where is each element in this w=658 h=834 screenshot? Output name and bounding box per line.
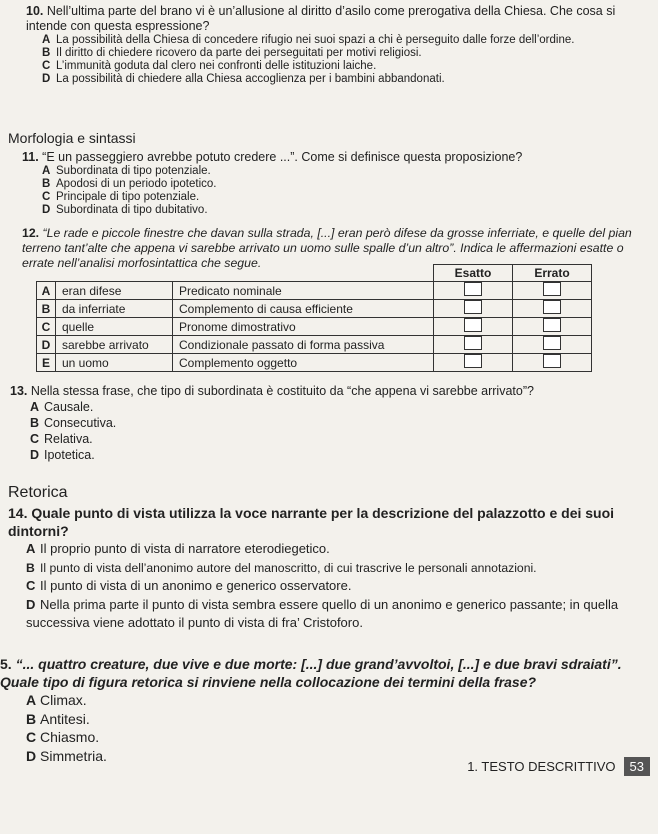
q14-option-b-text: Il punto di vista dell’anonimo autore del manoscritto, di cui trascrive le personali annotazioni. <box>40 560 537 575</box>
question-11 <box>0 150 658 217</box>
q11-option-a[interactable] <box>42 165 658 178</box>
q10-option-b-letter: B <box>42 47 51 59</box>
row-letter: E <box>37 354 56 372</box>
question-14-title <box>8 504 648 540</box>
esatto-checkbox-a[interactable] <box>434 282 513 300</box>
q13-option-d[interactable] <box>30 447 658 463</box>
errato-checkbox-b[interactable] <box>513 300 592 318</box>
q10-option-d-letter: D <box>42 73 51 85</box>
esatto-checkbox-c[interactable] <box>434 318 513 336</box>
q10-option-c-letter: C <box>42 60 51 72</box>
q15-option-a[interactable] <box>26 691 658 710</box>
analysis-table <box>36 264 592 372</box>
q11-option-d-letter: D <box>42 204 51 216</box>
q10-option-a[interactable] <box>42 34 658 47</box>
esatto-checkbox-e[interactable] <box>434 354 513 372</box>
column-header-errato: Errato <box>513 265 592 282</box>
checkbox-square <box>464 282 482 296</box>
checkbox-square <box>464 318 482 332</box>
q15-option-b-letter: B <box>26 710 37 727</box>
checkbox-square <box>543 300 561 314</box>
q14-option-b[interactable] <box>26 559 658 578</box>
question-12-number: 12. <box>22 226 40 240</box>
question-11-text: “E un passeggiero avrebbe potuto credere ...”. Come si definisce questa proposizione? <box>42 150 523 164</box>
row-letter: D <box>37 336 56 354</box>
question-10 <box>0 4 658 86</box>
question-13-number: 13. <box>10 384 28 398</box>
q10-option-d[interactable] <box>42 73 658 86</box>
esatto-checkbox-d[interactable] <box>434 336 513 354</box>
table-row <box>37 336 592 354</box>
question-15 <box>0 655 658 765</box>
row-analysis: Predicato nominale <box>173 282 434 300</box>
row-analysis: Complemento di causa efficiente <box>173 300 434 318</box>
q14-option-d-letter: D <box>26 596 36 612</box>
q11-option-b[interactable] <box>42 178 658 191</box>
table-row <box>37 354 592 372</box>
q11-option-c[interactable] <box>42 191 658 204</box>
question-11-number: 11. <box>22 150 39 164</box>
table-row <box>37 300 592 318</box>
errato-checkbox-e[interactable] <box>513 354 592 372</box>
row-analysis: Condizionale passato di forma passiva <box>173 336 434 354</box>
page-footer <box>467 759 650 774</box>
row-analysis: Complemento oggetto <box>173 354 434 372</box>
errato-checkbox-c[interactable] <box>513 318 592 336</box>
q13-option-c-text: Relativa. <box>44 432 93 446</box>
table-row <box>37 318 592 336</box>
q11-option-d-text: Subordinata di tipo dubitativo. <box>56 204 208 216</box>
row-analysis: Pronome dimostrativo <box>173 318 434 336</box>
q10-option-b-text: Il diritto di chiedere ricovero da parte dei perseguitati per motivi religiosi. <box>56 47 422 59</box>
row-letter: C <box>37 318 56 336</box>
q15-option-d-letter: D <box>26 747 37 764</box>
table-header-row <box>37 265 592 282</box>
q15-option-b-text: Antitesi. <box>40 710 90 727</box>
q14-option-b-letter: B <box>26 560 35 575</box>
question-12-text: “Le rade e piccole finestre che davan sulla strada, [...] eran però difese da grosse inferriate, e quelle del pian terreno tant’alte che appena vi sarebbe arrivato un uomo sulle spalle d’un altro”. Indica le affermazioni esatte o errate nell’analisi morfosintattica che segue. <box>22 226 632 270</box>
q13-option-c[interactable] <box>30 431 658 447</box>
q13-option-b-letter: B <box>30 416 40 430</box>
question-15-text: “... quattro creature, due vive e due morte: [...] due grand’avvoltoi, [...] e due bravi sdraiati”. Quale tipo di figura retorica si rinviene nella collocazione dei termini della frase? <box>0 656 622 690</box>
section-heading-retorica: Retorica <box>8 484 68 501</box>
q11-option-a-text: Subordinata di tipo potenziale. <box>56 165 211 177</box>
checkbox-square <box>464 354 482 368</box>
section-heading-morfologia: Morfologia e sintassi <box>8 130 136 146</box>
q14-option-c-letter: C <box>26 578 36 593</box>
q14-option-a-text: Il proprio punto di vista di narratore eterodiegetico. <box>40 541 330 556</box>
q11-option-d[interactable] <box>42 204 658 217</box>
checkbox-square <box>543 354 561 368</box>
errato-checkbox-a[interactable] <box>513 282 592 300</box>
question-15-number: 5. <box>0 656 12 672</box>
q13-option-a-letter: A <box>30 400 40 414</box>
q15-option-d-text: Simmetria. <box>40 747 107 764</box>
q14-option-d-text: Nella prima parte il punto di vista sembra essere quello di un anonimo e generico passante; in quella successiva viene adottato il punto di vista di fra’ Cristoforo. <box>26 596 619 630</box>
q15-option-a-letter: A <box>26 692 37 708</box>
errato-checkbox-d[interactable] <box>513 336 592 354</box>
column-header-esatto: Esatto <box>434 265 513 282</box>
q15-option-c-letter: C <box>26 729 37 745</box>
row-term: da inferriate <box>56 300 173 318</box>
q15-option-c-text: Chiasmo. <box>40 729 100 745</box>
question-10-title <box>26 4 658 34</box>
question-11-title <box>22 150 658 165</box>
q11-option-c-letter: C <box>42 191 51 203</box>
q14-option-a[interactable] <box>26 540 658 559</box>
q10-option-d-text: La possibilità di chiedere alla Chiesa accoglienza per i bambini abbandonati. <box>56 73 445 85</box>
q11-option-b-letter: B <box>42 178 51 190</box>
q13-option-b[interactable] <box>30 415 658 431</box>
q10-option-a-text: La possibilità della Chiesa di concedere rifugio nei suoi spazi a chi è perseguito dalle forze dell’ordine. <box>56 34 575 46</box>
question-14-number: 14. <box>8 505 28 521</box>
question-15-title <box>0 655 652 691</box>
checkbox-square <box>464 336 482 350</box>
checkbox-square <box>464 300 482 314</box>
q15-option-c[interactable] <box>26 728 658 747</box>
chapter-label: 1. TESTO DESCRITTIVO <box>467 759 616 774</box>
q11-option-c-text: Principale di tipo potenziale. <box>56 191 200 203</box>
question-13-title <box>10 384 658 399</box>
q14-option-c-text: Il punto di vista di un anonimo e generico osservatore. <box>40 578 352 593</box>
q14-option-d[interactable] <box>26 596 648 633</box>
q10-option-c[interactable] <box>42 60 658 73</box>
row-term: sarebbe arrivato <box>56 336 173 354</box>
q11-option-a-letter: A <box>42 165 51 177</box>
row-term: eran difese <box>56 282 173 300</box>
checkbox-square <box>543 336 561 350</box>
question-14-text: Quale punto di vista utilizza la voce narrante per la descrizione del palazzotto e dei suoi dintorni? <box>8 505 615 539</box>
q13-option-d-text: Ipotetica. <box>44 448 95 462</box>
q10-option-c-text: L’immunità goduta dal clero nei confronti delle istituzioni laiche. <box>56 60 377 72</box>
q13-option-b-text: Consecutiva. <box>44 416 117 430</box>
q15-option-a-text: Climax. <box>40 692 87 708</box>
q13-option-a-text: Causale. <box>44 400 94 414</box>
q10-option-b[interactable] <box>42 47 658 60</box>
q11-option-b-text: Apodosi di un periodo ipotetico. <box>56 178 217 190</box>
table-row <box>37 282 592 300</box>
question-14 <box>0 504 658 633</box>
q14-option-c[interactable] <box>26 577 658 596</box>
row-letter: B <box>37 300 56 318</box>
q13-option-d-letter: D <box>30 448 40 462</box>
question-10-number: 10. <box>26 4 44 18</box>
page-number: 53 <box>624 757 650 776</box>
esatto-checkbox-b[interactable] <box>434 300 513 318</box>
question-10-text: Nell’ultima parte del brano vi è un’allusione al diritto d’asilo come prerogativa della Chiesa. Che cosa si intende con questa espressione? <box>26 4 616 33</box>
question-13 <box>0 384 658 463</box>
row-term: quelle <box>56 318 173 336</box>
q13-option-c-letter: C <box>30 432 40 446</box>
row-term: un uomo <box>56 354 173 372</box>
row-letter: A <box>37 282 56 300</box>
q10-option-a-letter: A <box>42 34 51 46</box>
question-13-text: Nella stessa frase, che tipo di subordinata è costituito da “che appena vi sarebbe arrivato”? <box>30 384 534 398</box>
checkbox-square <box>543 318 561 332</box>
q13-option-a[interactable] <box>30 399 658 415</box>
q14-option-a-letter: A <box>26 541 36 556</box>
checkbox-square <box>543 282 561 296</box>
q15-option-b[interactable] <box>26 710 658 729</box>
